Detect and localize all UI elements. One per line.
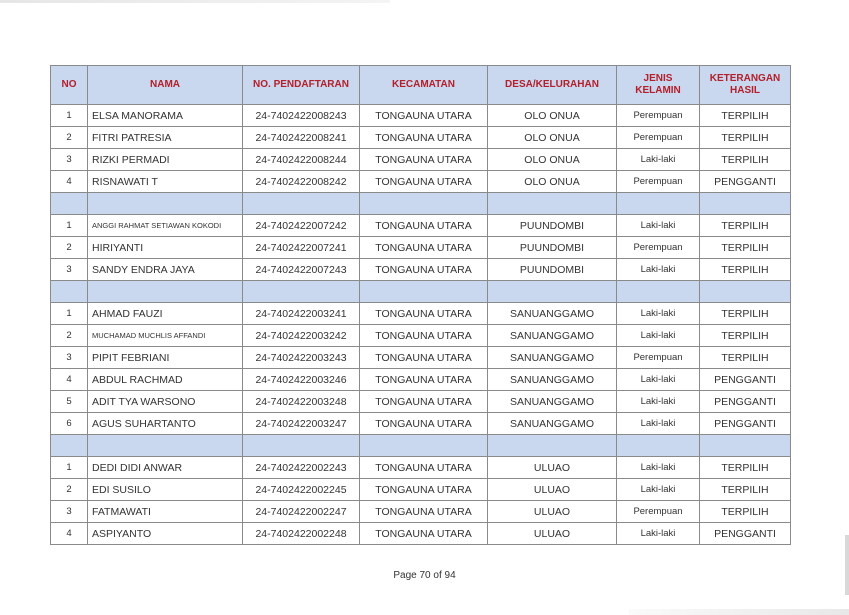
separator-cell — [617, 281, 700, 303]
separator-cell — [243, 435, 360, 457]
row-kecamatan: TONGAUNA UTARA — [360, 237, 488, 259]
row-no: 4 — [51, 369, 88, 391]
row-keterangan: TERPILIH — [700, 303, 791, 325]
separator-cell — [243, 193, 360, 215]
row-no: 1 — [51, 215, 88, 237]
group-separator — [51, 435, 791, 457]
table-row — [51, 369, 791, 391]
row-no-pendaftaran: 24-7402422003246 — [243, 369, 360, 391]
row-desa: PUUNDOMBI — [488, 259, 617, 281]
separator-cell — [488, 435, 617, 457]
row-desa: SANUANGGAMO — [488, 325, 617, 347]
row-no-pendaftaran: 24-7402422003242 — [243, 325, 360, 347]
row-no-pendaftaran: 24-7402422003241 — [243, 303, 360, 325]
row-keterangan: PENGGANTI — [700, 391, 791, 413]
table-row — [51, 127, 791, 149]
table-row — [51, 303, 791, 325]
row-keterangan: TERPILIH — [700, 149, 791, 171]
row-kecamatan: TONGAUNA UTARA — [360, 523, 488, 545]
header-nama: NAMA — [88, 66, 243, 105]
row-jenis-kelamin: Laki-laki — [617, 479, 700, 501]
row-nama: PIPIT FEBRIANI — [88, 347, 243, 369]
group-separator — [51, 281, 791, 303]
group-separator — [51, 193, 791, 215]
row-no: 1 — [51, 303, 88, 325]
separator-cell — [360, 435, 488, 457]
row-jenis-kelamin: Perempuan — [617, 347, 700, 369]
row-keterangan: PENGGANTI — [700, 369, 791, 391]
row-no: 3 — [51, 347, 88, 369]
table-row — [51, 215, 791, 237]
row-no-pendaftaran: 24-7402422003248 — [243, 391, 360, 413]
row-desa: PUUNDOMBI — [488, 237, 617, 259]
row-desa: OLO ONUA — [488, 149, 617, 171]
row-keterangan: TERPILIH — [700, 501, 791, 523]
row-jenis-kelamin: Laki-laki — [617, 215, 700, 237]
row-desa: SANUANGGAMO — [488, 303, 617, 325]
row-desa: OLO ONUA — [488, 171, 617, 193]
row-nama: RIZKI PERMADI — [88, 149, 243, 171]
table-row — [51, 149, 791, 171]
row-no-pendaftaran: 24-7402422007242 — [243, 215, 360, 237]
row-nama: FATMAWATI — [88, 501, 243, 523]
separator-cell — [243, 281, 360, 303]
row-keterangan: TERPILIH — [700, 347, 791, 369]
row-kecamatan: TONGAUNA UTARA — [360, 391, 488, 413]
table-header-row — [51, 66, 791, 105]
row-no: 5 — [51, 391, 88, 413]
header-no-pendaftaran: NO. PENDAFTARAN — [243, 66, 360, 105]
separator-cell — [360, 281, 488, 303]
row-nama: MUCHAMAD MUCHLIS AFFANDI — [88, 325, 243, 347]
row-no: 2 — [51, 127, 88, 149]
row-jenis-kelamin: Laki-laki — [617, 303, 700, 325]
row-jenis-kelamin: Laki-laki — [617, 523, 700, 545]
row-desa: ULUAO — [488, 523, 617, 545]
page-number: Page 70 of 94 — [393, 570, 456, 581]
table-row — [51, 171, 791, 193]
row-keterangan: TERPILIH — [700, 457, 791, 479]
row-nama: RISNAWATI T — [88, 171, 243, 193]
row-desa: SANUANGGAMO — [488, 391, 617, 413]
row-no: 3 — [51, 259, 88, 281]
table-row — [51, 523, 791, 545]
row-jenis-kelamin: Laki-laki — [617, 369, 700, 391]
row-no-pendaftaran: 24-7402422002247 — [243, 501, 360, 523]
separator-cell — [700, 281, 791, 303]
row-desa: SANUANGGAMO — [488, 369, 617, 391]
row-no: 6 — [51, 413, 88, 435]
separator-cell — [51, 435, 88, 457]
row-jenis-kelamin: Perempuan — [617, 501, 700, 523]
row-no-pendaftaran: 24-7402422008243 — [243, 105, 360, 127]
row-nama: DEDI DIDI ANWAR — [88, 457, 243, 479]
table-row — [51, 501, 791, 523]
row-keterangan: PENGGANTI — [700, 523, 791, 545]
separator-cell — [51, 281, 88, 303]
separator-cell — [88, 193, 243, 215]
row-no-pendaftaran: 24-7402422008241 — [243, 127, 360, 149]
table-row — [51, 347, 791, 369]
separator-cell — [88, 435, 243, 457]
row-keterangan: TERPILIH — [700, 325, 791, 347]
separator-cell — [360, 193, 488, 215]
table-row — [51, 413, 791, 435]
row-no: 2 — [51, 237, 88, 259]
row-nama: EDI SUSILO — [88, 479, 243, 501]
row-no-pendaftaran: 24-7402422002248 — [243, 523, 360, 545]
table-body — [51, 105, 791, 545]
scan-artifact-top — [0, 0, 390, 3]
row-jenis-kelamin: Laki-laki — [617, 325, 700, 347]
header-kecamatan: KECAMATAN — [360, 66, 488, 105]
row-no-pendaftaran: 24-7402422002243 — [243, 457, 360, 479]
table-row — [51, 259, 791, 281]
row-no: 3 — [51, 149, 88, 171]
row-no: 4 — [51, 171, 88, 193]
row-kecamatan: TONGAUNA UTARA — [360, 215, 488, 237]
row-kecamatan: TONGAUNA UTARA — [360, 479, 488, 501]
row-no-pendaftaran: 24-7402422002245 — [243, 479, 360, 501]
row-desa: ULUAO — [488, 457, 617, 479]
row-no-pendaftaran: 24-7402422003247 — [243, 413, 360, 435]
row-keterangan: PENGGANTI — [700, 171, 791, 193]
separator-cell — [488, 281, 617, 303]
separator-cell — [700, 193, 791, 215]
separator-cell — [51, 193, 88, 215]
row-no: 1 — [51, 105, 88, 127]
scan-artifact-bottom — [629, 609, 849, 615]
table-row — [51, 325, 791, 347]
row-kecamatan: TONGAUNA UTARA — [360, 369, 488, 391]
row-keterangan: TERPILIH — [700, 479, 791, 501]
row-no: 2 — [51, 479, 88, 501]
row-kecamatan: TONGAUNA UTARA — [360, 325, 488, 347]
row-kecamatan: TONGAUNA UTARA — [360, 347, 488, 369]
row-jenis-kelamin: Perempuan — [617, 127, 700, 149]
row-nama: HIRIYANTI — [88, 237, 243, 259]
row-no: 2 — [51, 325, 88, 347]
row-jenis-kelamin: Perempuan — [617, 237, 700, 259]
separator-cell — [488, 193, 617, 215]
row-keterangan: TERPILIH — [700, 215, 791, 237]
row-desa: ULUAO — [488, 501, 617, 523]
selection-results-table — [50, 65, 791, 545]
row-kecamatan: TONGAUNA UTARA — [360, 501, 488, 523]
row-kecamatan: TONGAUNA UTARA — [360, 457, 488, 479]
row-no: 3 — [51, 501, 88, 523]
row-no-pendaftaran: 24-7402422003243 — [243, 347, 360, 369]
separator-cell — [88, 281, 243, 303]
row-kecamatan: TONGAUNA UTARA — [360, 259, 488, 281]
table-row — [51, 105, 791, 127]
row-keterangan: TERPILIH — [700, 105, 791, 127]
scan-artifact-right — [845, 535, 849, 595]
row-keterangan: TERPILIH — [700, 259, 791, 281]
row-desa: PUUNDOMBI — [488, 215, 617, 237]
row-kecamatan: TONGAUNA UTARA — [360, 149, 488, 171]
row-nama: ELSA MANORAMA — [88, 105, 243, 127]
row-no-pendaftaran: 24-7402422007243 — [243, 259, 360, 281]
row-kecamatan: TONGAUNA UTARA — [360, 127, 488, 149]
row-desa: SANUANGGAMO — [488, 347, 617, 369]
row-no: 4 — [51, 523, 88, 545]
row-kecamatan: TONGAUNA UTARA — [360, 171, 488, 193]
row-no-pendaftaran: 24-7402422007241 — [243, 237, 360, 259]
header-no: NO — [51, 66, 88, 105]
row-jenis-kelamin: Laki-laki — [617, 149, 700, 171]
row-jenis-kelamin: Perempuan — [617, 105, 700, 127]
row-desa: OLO ONUA — [488, 127, 617, 149]
row-nama: SANDY ENDRA JAYA — [88, 259, 243, 281]
row-no: 1 — [51, 457, 88, 479]
separator-cell — [617, 435, 700, 457]
row-no-pendaftaran: 24-7402422008242 — [243, 171, 360, 193]
row-nama: AHMAD FAUZI — [88, 303, 243, 325]
row-desa: OLO ONUA — [488, 105, 617, 127]
row-nama: ANGGI RAHMAT SETIAWAN KOKODI — [88, 215, 243, 237]
row-nama: ASPIYANTO — [88, 523, 243, 545]
table-row — [51, 237, 791, 259]
row-keterangan: TERPILIH — [700, 237, 791, 259]
row-jenis-kelamin: Laki-laki — [617, 413, 700, 435]
separator-cell — [617, 193, 700, 215]
row-nama: FITRI PATRESIA — [88, 127, 243, 149]
row-jenis-kelamin: Laki-laki — [617, 259, 700, 281]
row-kecamatan: TONGAUNA UTARA — [360, 303, 488, 325]
row-jenis-kelamin: Perempuan — [617, 171, 700, 193]
row-desa: SANUANGGAMO — [488, 413, 617, 435]
table-row — [51, 391, 791, 413]
separator-cell — [700, 435, 791, 457]
table-row — [51, 479, 791, 501]
row-no-pendaftaran: 24-7402422008244 — [243, 149, 360, 171]
row-nama: AGUS SUHARTANTO — [88, 413, 243, 435]
row-kecamatan: TONGAUNA UTARA — [360, 105, 488, 127]
row-desa: ULUAO — [488, 479, 617, 501]
row-keterangan: TERPILIH — [700, 127, 791, 149]
header-keterangan-hasil: KETERANGAN HASIL — [700, 66, 791, 105]
row-jenis-kelamin: Laki-laki — [617, 457, 700, 479]
row-jenis-kelamin: Laki-laki — [617, 391, 700, 413]
table-row — [51, 457, 791, 479]
row-nama: ABDUL RACHMAD — [88, 369, 243, 391]
header-jenis-kelamin: JENIS KELAMIN — [617, 66, 700, 105]
header-desa-kelurahan: DESA/KELURAHAN — [488, 66, 617, 105]
row-keterangan: PENGGANTI — [700, 413, 791, 435]
row-kecamatan: TONGAUNA UTARA — [360, 413, 488, 435]
row-nama: ADIT TYA WARSONO — [88, 391, 243, 413]
